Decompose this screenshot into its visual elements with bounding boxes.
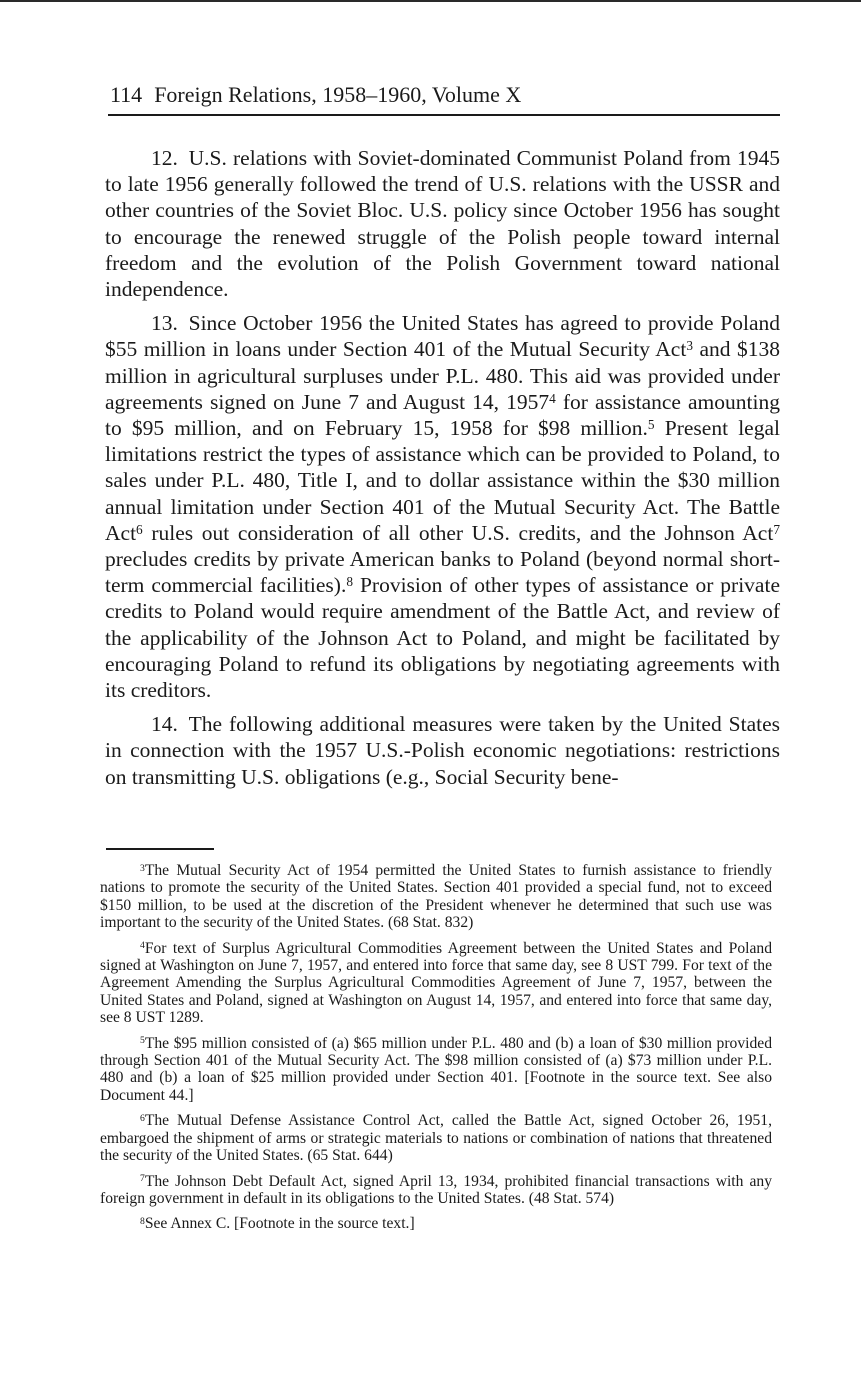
body-text bbox=[105, 145, 780, 798]
paragraph-text: for assistance amounting to $95 million, and on February 15, 1958 for $98 million. bbox=[105, 389, 780, 441]
footnote-text: For text of Surplus Agricultural Commodities Agreement between the United States and Poland signed at Washington on June 7, 1957, and entered into force that same day, see 8 UST 799. For text of the Agreement Amending the Surplus Agricultural Commodities Agreement of June 7, 1957, between the United States and Poland, signed at Washington on August 14, 1957, and entered into force that same day, see 8 UST 1289. bbox=[100, 939, 772, 1027]
footnote-5 bbox=[100, 1035, 772, 1105]
page-top-edge bbox=[0, 0, 861, 2]
running-header bbox=[110, 80, 780, 110]
footnote-marker: 8 bbox=[140, 1215, 145, 1227]
footnote-marker: 3 bbox=[140, 862, 145, 874]
footnotes bbox=[100, 862, 772, 1241]
footnote-3 bbox=[100, 862, 772, 932]
paragraph-text: precludes credits by private American banks to Poland (beyond normal short-term commercial facilities). bbox=[105, 547, 780, 598]
paragraph-13 bbox=[105, 310, 780, 703]
footnote-7 bbox=[100, 1173, 772, 1208]
footnote-8 bbox=[100, 1215, 772, 1232]
footnote-4 bbox=[100, 940, 772, 1027]
footnote-text: The Johnson Debt Default Act, signed April 13, 1934, prohibited financial transactions with any foreign government in default in its obligations to the United States. (48 Stat. 574) bbox=[100, 1172, 772, 1207]
paragraph-number: 14. bbox=[151, 712, 178, 737]
footnote-reference: 7 bbox=[773, 521, 780, 537]
paragraph-text: Present legal limitations restrict the types of assistance which can be provided to Poland, to sales under P.L. 480, Title I, and to dollar assistance within the $30 million annual limitation under Section 401 of the Mutual Security Act. The Battle Act bbox=[105, 416, 780, 545]
footnote-marker: 4 bbox=[140, 940, 145, 952]
footnote-reference: 8 bbox=[346, 574, 354, 590]
paragraph-text: U.S. relations with Soviet-dominated Communist Poland from 1945 to late 1956 generally followed the trend of U.S. relations with the USSR and other countries of the Soviet Bloc. U.S. policy since October 1956 has sought to encourage the renewed struggle of the Polish people toward internal freedom and the evolution of the Polish Government toward national independence. bbox=[105, 146, 780, 302]
paragraph-number: 12. bbox=[151, 146, 178, 170]
footnote-text: The $95 million consisted of (a) $65 million under P.L. 480 and (b) a loan of $30 million provided through Section 401 of the Mutual Security Act. The $98 million consisted of (a) $73 million under P.L. 480 and (b) a loan of $25 million provided under Section 401. [Footnote in the source text. See also Document 44.] bbox=[100, 1034, 772, 1104]
header-rule bbox=[108, 114, 780, 116]
footnote-marker: 6 bbox=[140, 1112, 145, 1124]
footnote-reference: 5 bbox=[647, 417, 655, 433]
footnote-marker: 7 bbox=[140, 1173, 145, 1185]
footnote-text: See Annex C. [Footnote in the source text.] bbox=[144, 1215, 415, 1233]
paragraph-text: and $138 million in agricultural surpluses under P.L. 480. This aid was provided under agreements signed on June 7 and August 14, 1957 bbox=[105, 337, 781, 414]
footnote-reference: 4 bbox=[549, 390, 556, 406]
footnote-text: The Mutual Defense Assistance Control Act, called the Battle Act, signed October 26, 1951, embargoed the shipment of arms or strategic materials to nations or combination of nations that threatened the security of the United States. (65 Stat. 644) bbox=[100, 1112, 772, 1165]
paragraph-text: The following additional measures were taken by the United States in connection with the 1957 U.S.-Polish economic negotiations: restrictions on transmitting U.S. obligations (e.g., Social Security bene- bbox=[105, 712, 780, 789]
paragraph-text: Provision of other types of assistance or private credits to Poland would require amendment of the Battle Act, and review of the applicability of the Johnson Act to Poland, and might be facilitated by encouraging Poland to refund its obligations by negotiating agreements with its creditors. bbox=[105, 573, 780, 703]
footnote-text: The Mutual Security Act of 1954 permitted the United States to furnish assistance to friendly nations to promote the security of the United States. Section 401 provided a special fund, not to exceed $150 million, to be used at the discretion of the President whenever he determined that such use was important to the security of the United States. (68 Stat. 832) bbox=[100, 862, 772, 932]
footnote-6 bbox=[100, 1112, 772, 1164]
paragraph-text: rules out consideration of all other U.S. credits, and the Johnson Act bbox=[142, 520, 774, 545]
paragraph-number: 13. bbox=[151, 311, 178, 336]
footnote-reference: 3 bbox=[686, 338, 693, 354]
paragraph-text: Since October 1956 the United States has agreed to provide Poland $55 million in loans under Section 401 of the Mutual Security Act bbox=[105, 311, 780, 362]
paragraph-14 bbox=[105, 711, 780, 790]
running-title: Foreign Relations, 1958–1960, Volume X bbox=[154, 82, 522, 107]
footnote-separator bbox=[106, 848, 214, 850]
paragraph-12 bbox=[105, 145, 780, 302]
page-number: 114 bbox=[110, 82, 143, 107]
footnote-marker: 5 bbox=[140, 1035, 145, 1047]
footnote-reference: 6 bbox=[136, 521, 143, 537]
